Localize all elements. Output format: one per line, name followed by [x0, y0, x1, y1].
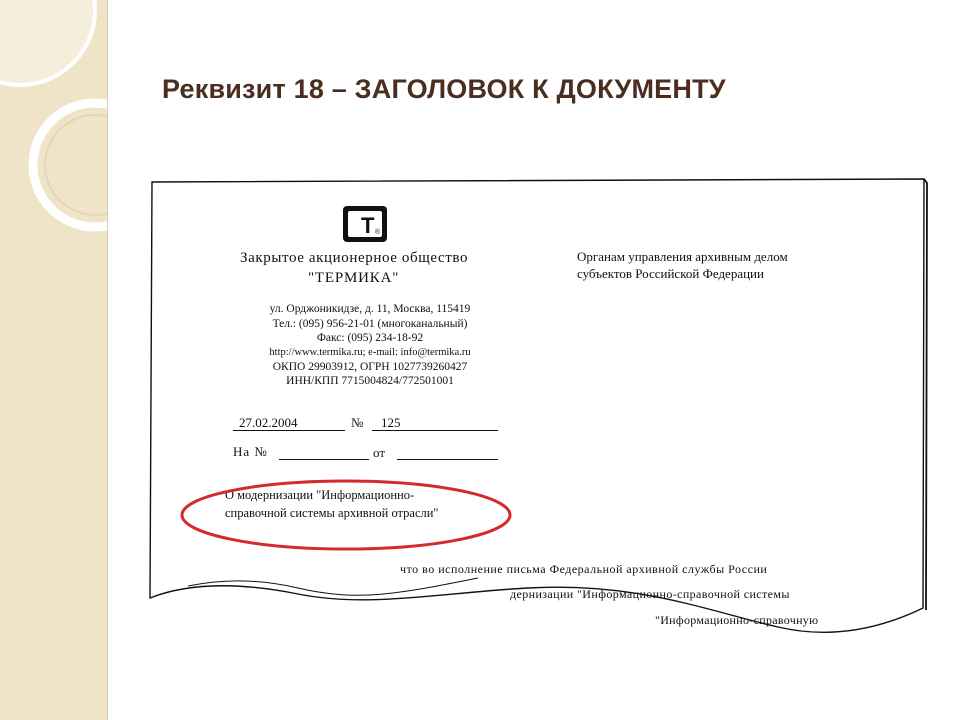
inn-kpp-line: ИНН/КПП 7715004824/772501001	[286, 375, 454, 387]
document-number: 125	[381, 415, 401, 430]
registered-mark: ®	[374, 229, 380, 236]
fax-line: Факс: (095) 234-18-92	[316, 332, 424, 344]
body-text-line: "Информационно-справочную	[655, 613, 819, 627]
recipient-line: Органам управления архивным делом	[577, 249, 788, 264]
phone-line: Тел.: (095) 956-21-01 (многоканальный)	[272, 318, 468, 330]
body-text-line: что во исполнение письма Федеральной архивной службы России	[400, 562, 768, 576]
recipient-line: субъектов Российской Федерации	[577, 266, 764, 281]
web-email-line: http://www.termika.ru; e-mail: info@termika.ru	[269, 347, 471, 358]
company-title: "ТЕРМИКА"	[308, 270, 400, 286]
okpo-ogrn-line: ОКПО 29903912, ОГРН 1027739260427	[272, 361, 468, 373]
address-line: ул. Орджоникидзе, д. 11, Москва, 115419	[269, 303, 471, 315]
reference-from-label: от	[373, 445, 386, 460]
logo-letter: Т	[361, 213, 375, 238]
company-name: Закрытое акционерное общество	[240, 250, 469, 266]
body-text-line: дернизации "Информационно-справочной системы	[510, 587, 790, 601]
reference-number-label: На №	[233, 444, 268, 459]
subject-highlight-ellipse	[182, 481, 510, 549]
subject-heading-line: справочной системы архивной отрасли"	[225, 506, 439, 520]
number-label: №	[351, 415, 364, 430]
document-date: 27.02.2004	[239, 415, 298, 430]
slide-title: Реквизит 18 – ЗАГОЛОВОК К ДОКУМЕНТУ	[162, 74, 726, 104]
subject-heading-line: О модернизации "Информационно-	[225, 488, 415, 502]
